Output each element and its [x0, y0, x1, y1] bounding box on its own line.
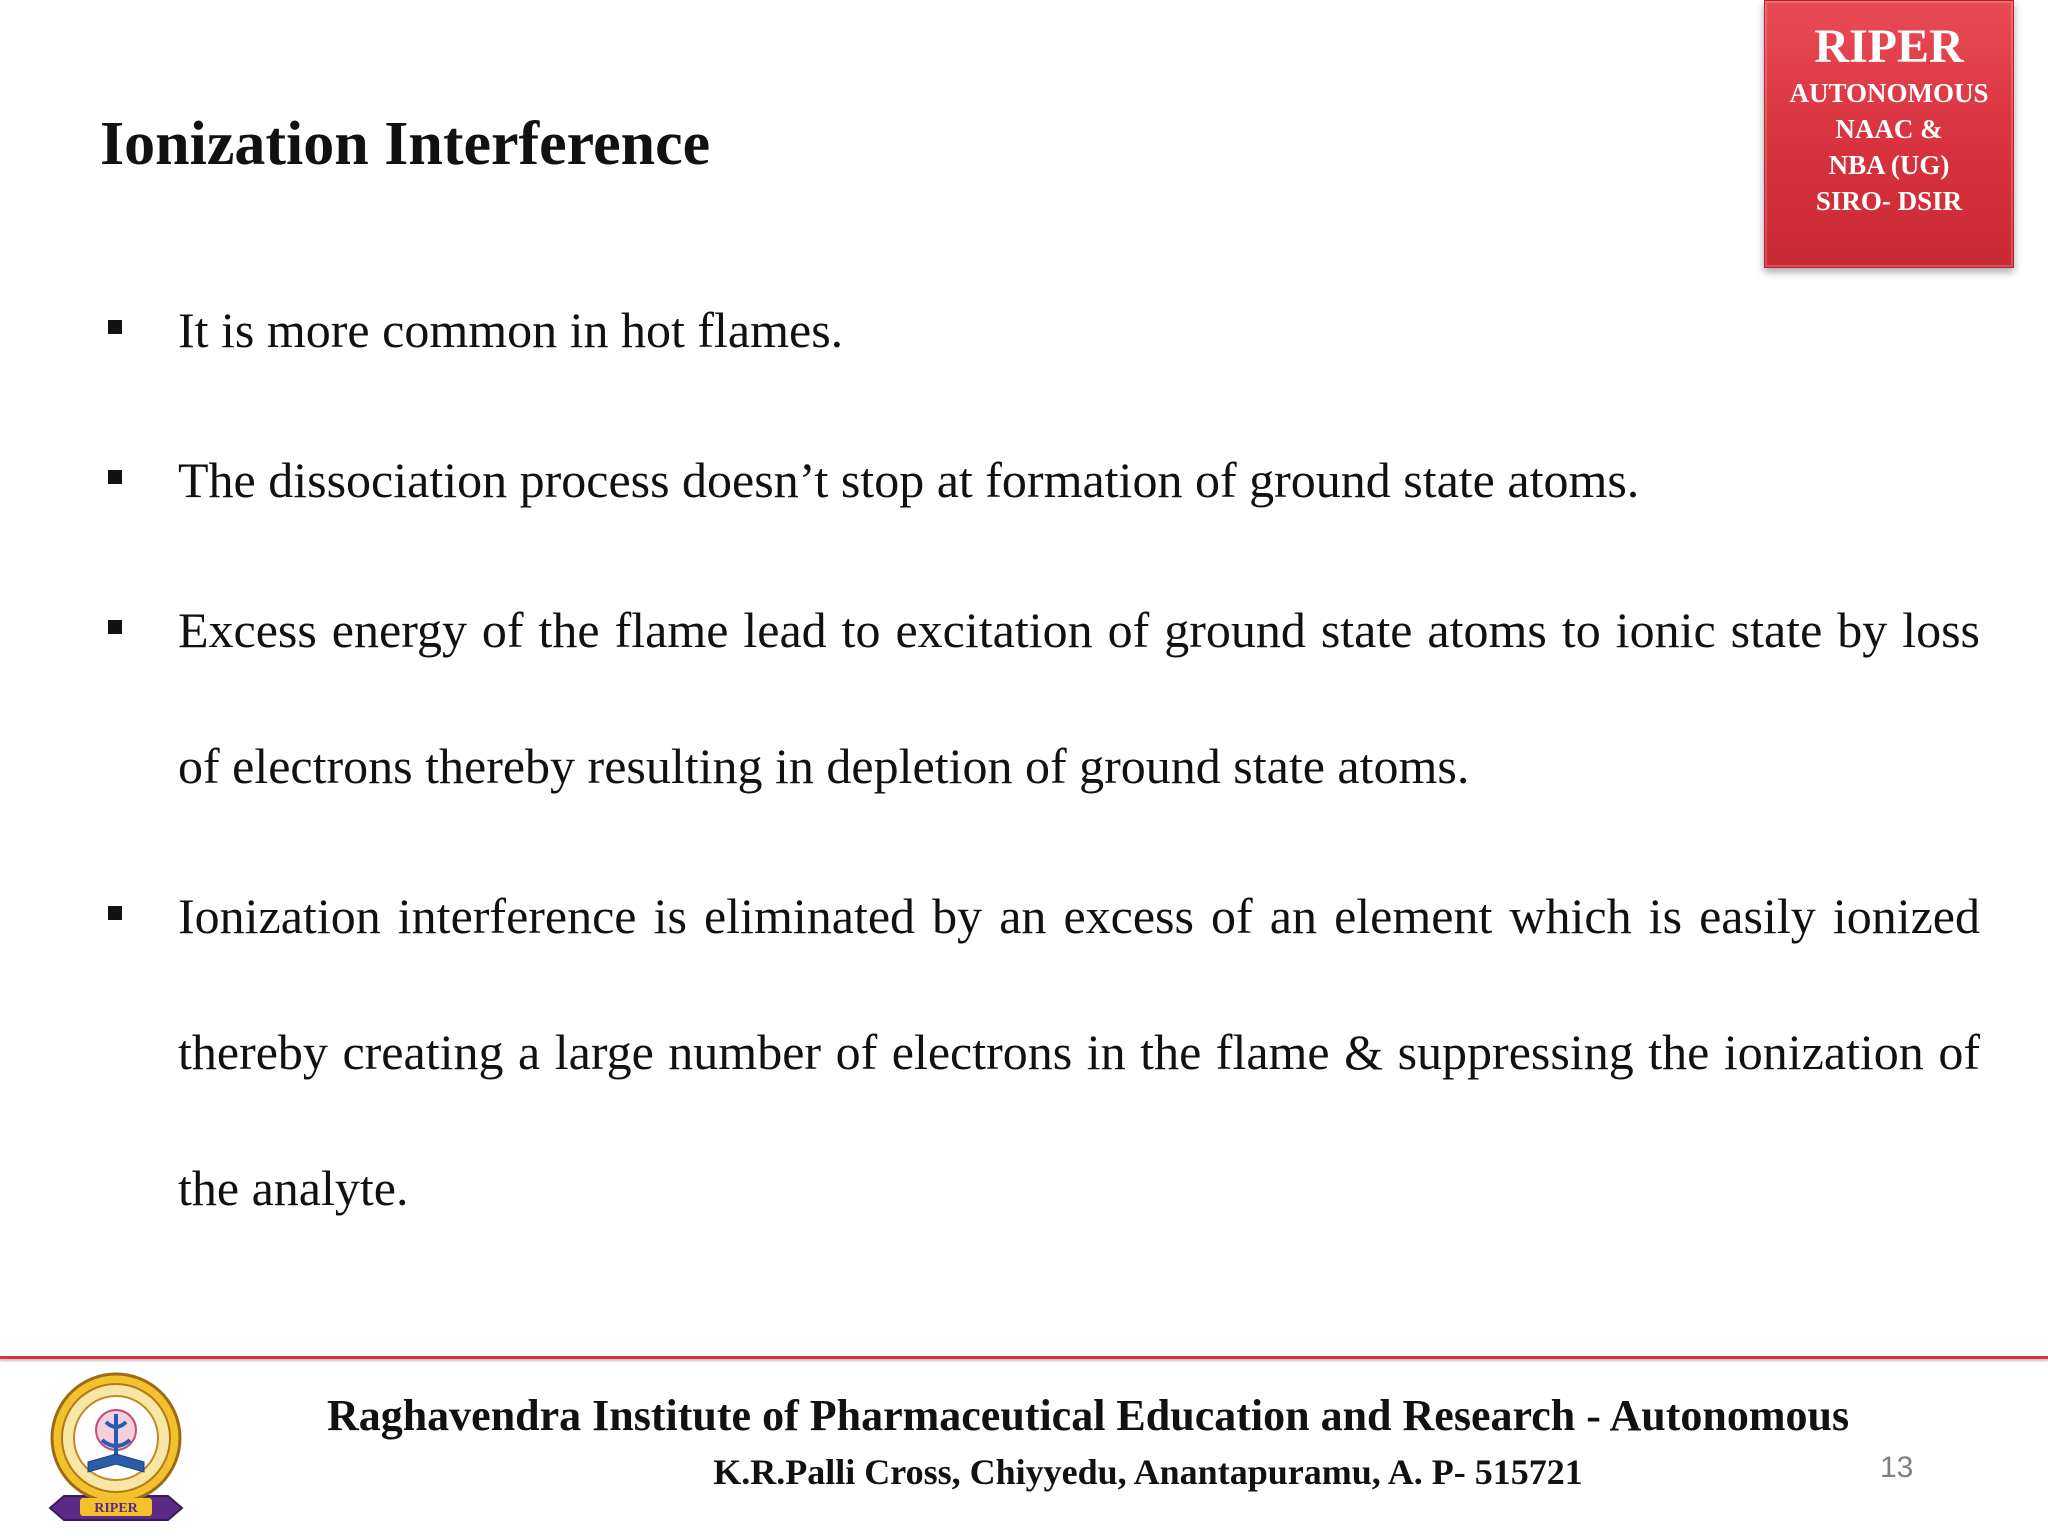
bullet-item [100, 848, 1980, 1256]
bullet-text: It is more common in hot flames. [178, 302, 844, 358]
bullet-item [100, 412, 1980, 548]
footer-divider [0, 1356, 2048, 1359]
badge-title: RIPER [1814, 20, 1964, 73]
bullet-text: The dissociation process doesn’t stop at formation of ground state atoms. [178, 452, 1640, 508]
accreditation-badge [1764, 0, 2014, 268]
slide-title: Ionization Interference [100, 110, 711, 178]
bullet-item [100, 262, 1980, 398]
badge-line-siro: SIRO- DSIR [1815, 186, 1963, 216]
institution-seal-icon [40, 1368, 192, 1526]
bullet-list [100, 262, 1980, 1270]
bullet-item [100, 562, 1980, 834]
institution-address: K.R.Palli Cross, Chiyyedu, Anantapuramu, A. P- 515721 [713, 1452, 1583, 1492]
badge-line-naac: NAAC & [1835, 114, 1943, 144]
institution-name: Raghavendra Institute of Pharmaceutical Education and Research - Autonomous [326, 1391, 1850, 1440]
square-bullet-icon [108, 470, 122, 484]
logo-label: RIPER [94, 1501, 138, 1516]
page-number: 13 [1880, 1451, 1914, 1484]
badge-line-autonomous: AUTONOMOUS [1789, 78, 1989, 108]
bullet-text: Ionization interference is eliminated by an excess of an element which is easily ionized thereby creating a large number of electrons in the flame & suppressing the ionization of the analyte. [178, 888, 1980, 1216]
bullet-text: Excess energy of the flame lead to excitation of ground state atoms to ionic state by loss of electrons thereby resulting in depletion of ground state atoms. [178, 602, 1980, 794]
square-bullet-icon [108, 620, 122, 634]
square-bullet-icon [108, 320, 122, 334]
badge-line-nba: NBA (UG) [1828, 150, 1950, 180]
square-bullet-icon [108, 906, 122, 920]
